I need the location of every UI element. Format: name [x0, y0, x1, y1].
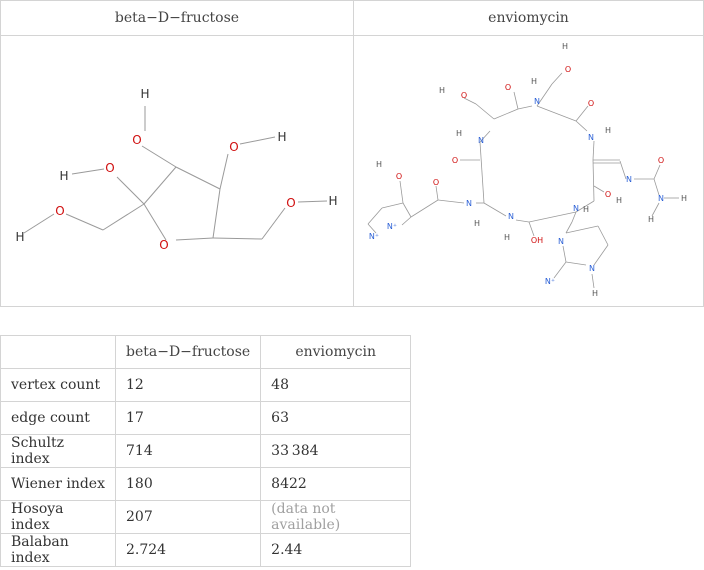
table-header-fructose: beta−D−fructose: [116, 336, 261, 369]
hydrogen-label: H: [582, 205, 590, 214]
row-label: vertex count: [1, 369, 116, 402]
enviomycin-value: 48: [261, 369, 411, 402]
nitrogen-label: N: [589, 264, 595, 273]
table-header-enviomycin: enviomycin: [261, 336, 411, 369]
oxygen-label: O: [587, 99, 595, 108]
fructose-value: 714: [116, 435, 261, 468]
hydrogen-label: H: [530, 77, 538, 86]
hydrogen-label: H: [647, 215, 655, 224]
enviomycin-value-unavailable: (data not available): [261, 501, 411, 534]
enviomycin-value: 33 384: [261, 435, 411, 468]
oxygen-label: O: [105, 161, 115, 175]
nitrogen-label: N: [626, 175, 632, 184]
nitrogen-cation-label: N⁺: [544, 277, 556, 286]
oxygen-label: O: [504, 83, 512, 92]
row-label: Balaban index: [1, 534, 116, 567]
fructose-value: 2.724: [116, 534, 261, 567]
oxygen-label: O: [460, 91, 468, 100]
nitrogen-label: N: [534, 97, 540, 106]
hydrogen-label: H: [438, 86, 446, 95]
nitrogen-label: N: [508, 212, 514, 221]
hydrogen-label: H: [59, 169, 69, 183]
table-header-empty: [1, 336, 116, 369]
molecule-name-enviomycin: enviomycin: [488, 10, 569, 26]
hydrogen-label: H: [561, 42, 569, 51]
row-label: Hosoya index: [1, 501, 116, 534]
hydrogen-label: H: [680, 194, 688, 203]
oxygen-label: O: [395, 172, 403, 181]
hydrogen-label: H: [604, 126, 612, 135]
oxygen-label: O: [432, 178, 440, 187]
enviomycin-value: 2.44: [261, 534, 411, 567]
table-row: [1, 468, 411, 501]
nitrogen-label: N: [573, 204, 579, 213]
table-row: [1, 435, 411, 468]
nitrogen-label: N: [588, 133, 594, 142]
oxygen-label: O: [604, 190, 612, 199]
table-row: [1, 501, 411, 534]
enviomycin-value: 8422: [261, 468, 411, 501]
hydrogen-label: H: [455, 129, 463, 138]
table-header-row: [1, 336, 411, 369]
oxygen-label: O: [564, 65, 572, 74]
nitrogen-label: N: [466, 199, 472, 208]
hydrogen-label: H: [473, 219, 481, 228]
nitrogen-cation-label: N⁺: [386, 222, 398, 231]
hydrogen-label: H: [615, 196, 623, 205]
nitrogen-label: N: [478, 136, 484, 145]
fructose-value: 17: [116, 402, 261, 435]
hydrogen-label: H: [591, 289, 599, 298]
table-row: [1, 402, 411, 435]
enviomycin-value: 63: [261, 402, 411, 435]
hydrogen-label: H: [140, 87, 150, 101]
hydrogen-label: H: [503, 233, 511, 242]
oxygen-label: O: [229, 140, 239, 154]
fructose-value: 12: [116, 369, 261, 402]
oxygen-label: O: [657, 156, 665, 165]
row-label: edge count: [1, 402, 116, 435]
hydrogen-label: H: [375, 160, 383, 169]
hydrogen-label: H: [328, 194, 338, 208]
oxygen-label: O: [132, 133, 142, 147]
nitrogen-label: N: [558, 237, 564, 246]
hydrogen-label: H: [277, 130, 287, 144]
hydroxyl-label: OH: [530, 236, 544, 245]
row-label: Wiener index: [1, 468, 116, 501]
oxygen-label: O: [55, 204, 65, 218]
fructose-structure-diagram: [0, 36, 354, 306]
oxygen-label: O: [451, 156, 459, 165]
property-table: [0, 335, 411, 567]
table-row: [1, 369, 411, 402]
hydrogen-label: H: [15, 230, 25, 244]
nitrogen-label: N: [658, 194, 664, 203]
table-row: [1, 534, 411, 567]
row-label: Schultz index: [1, 435, 116, 468]
nitrogen-cation-label: N⁺: [368, 232, 380, 241]
fructose-value: 180: [116, 468, 261, 501]
ring-oxygen-label: O: [159, 238, 169, 252]
oxygen-label: O: [286, 196, 296, 210]
enviomycin-structure-diagram: [354, 36, 704, 306]
fructose-value: 207: [116, 501, 261, 534]
molecule-name-fructose: beta−D−fructose: [114, 10, 240, 26]
